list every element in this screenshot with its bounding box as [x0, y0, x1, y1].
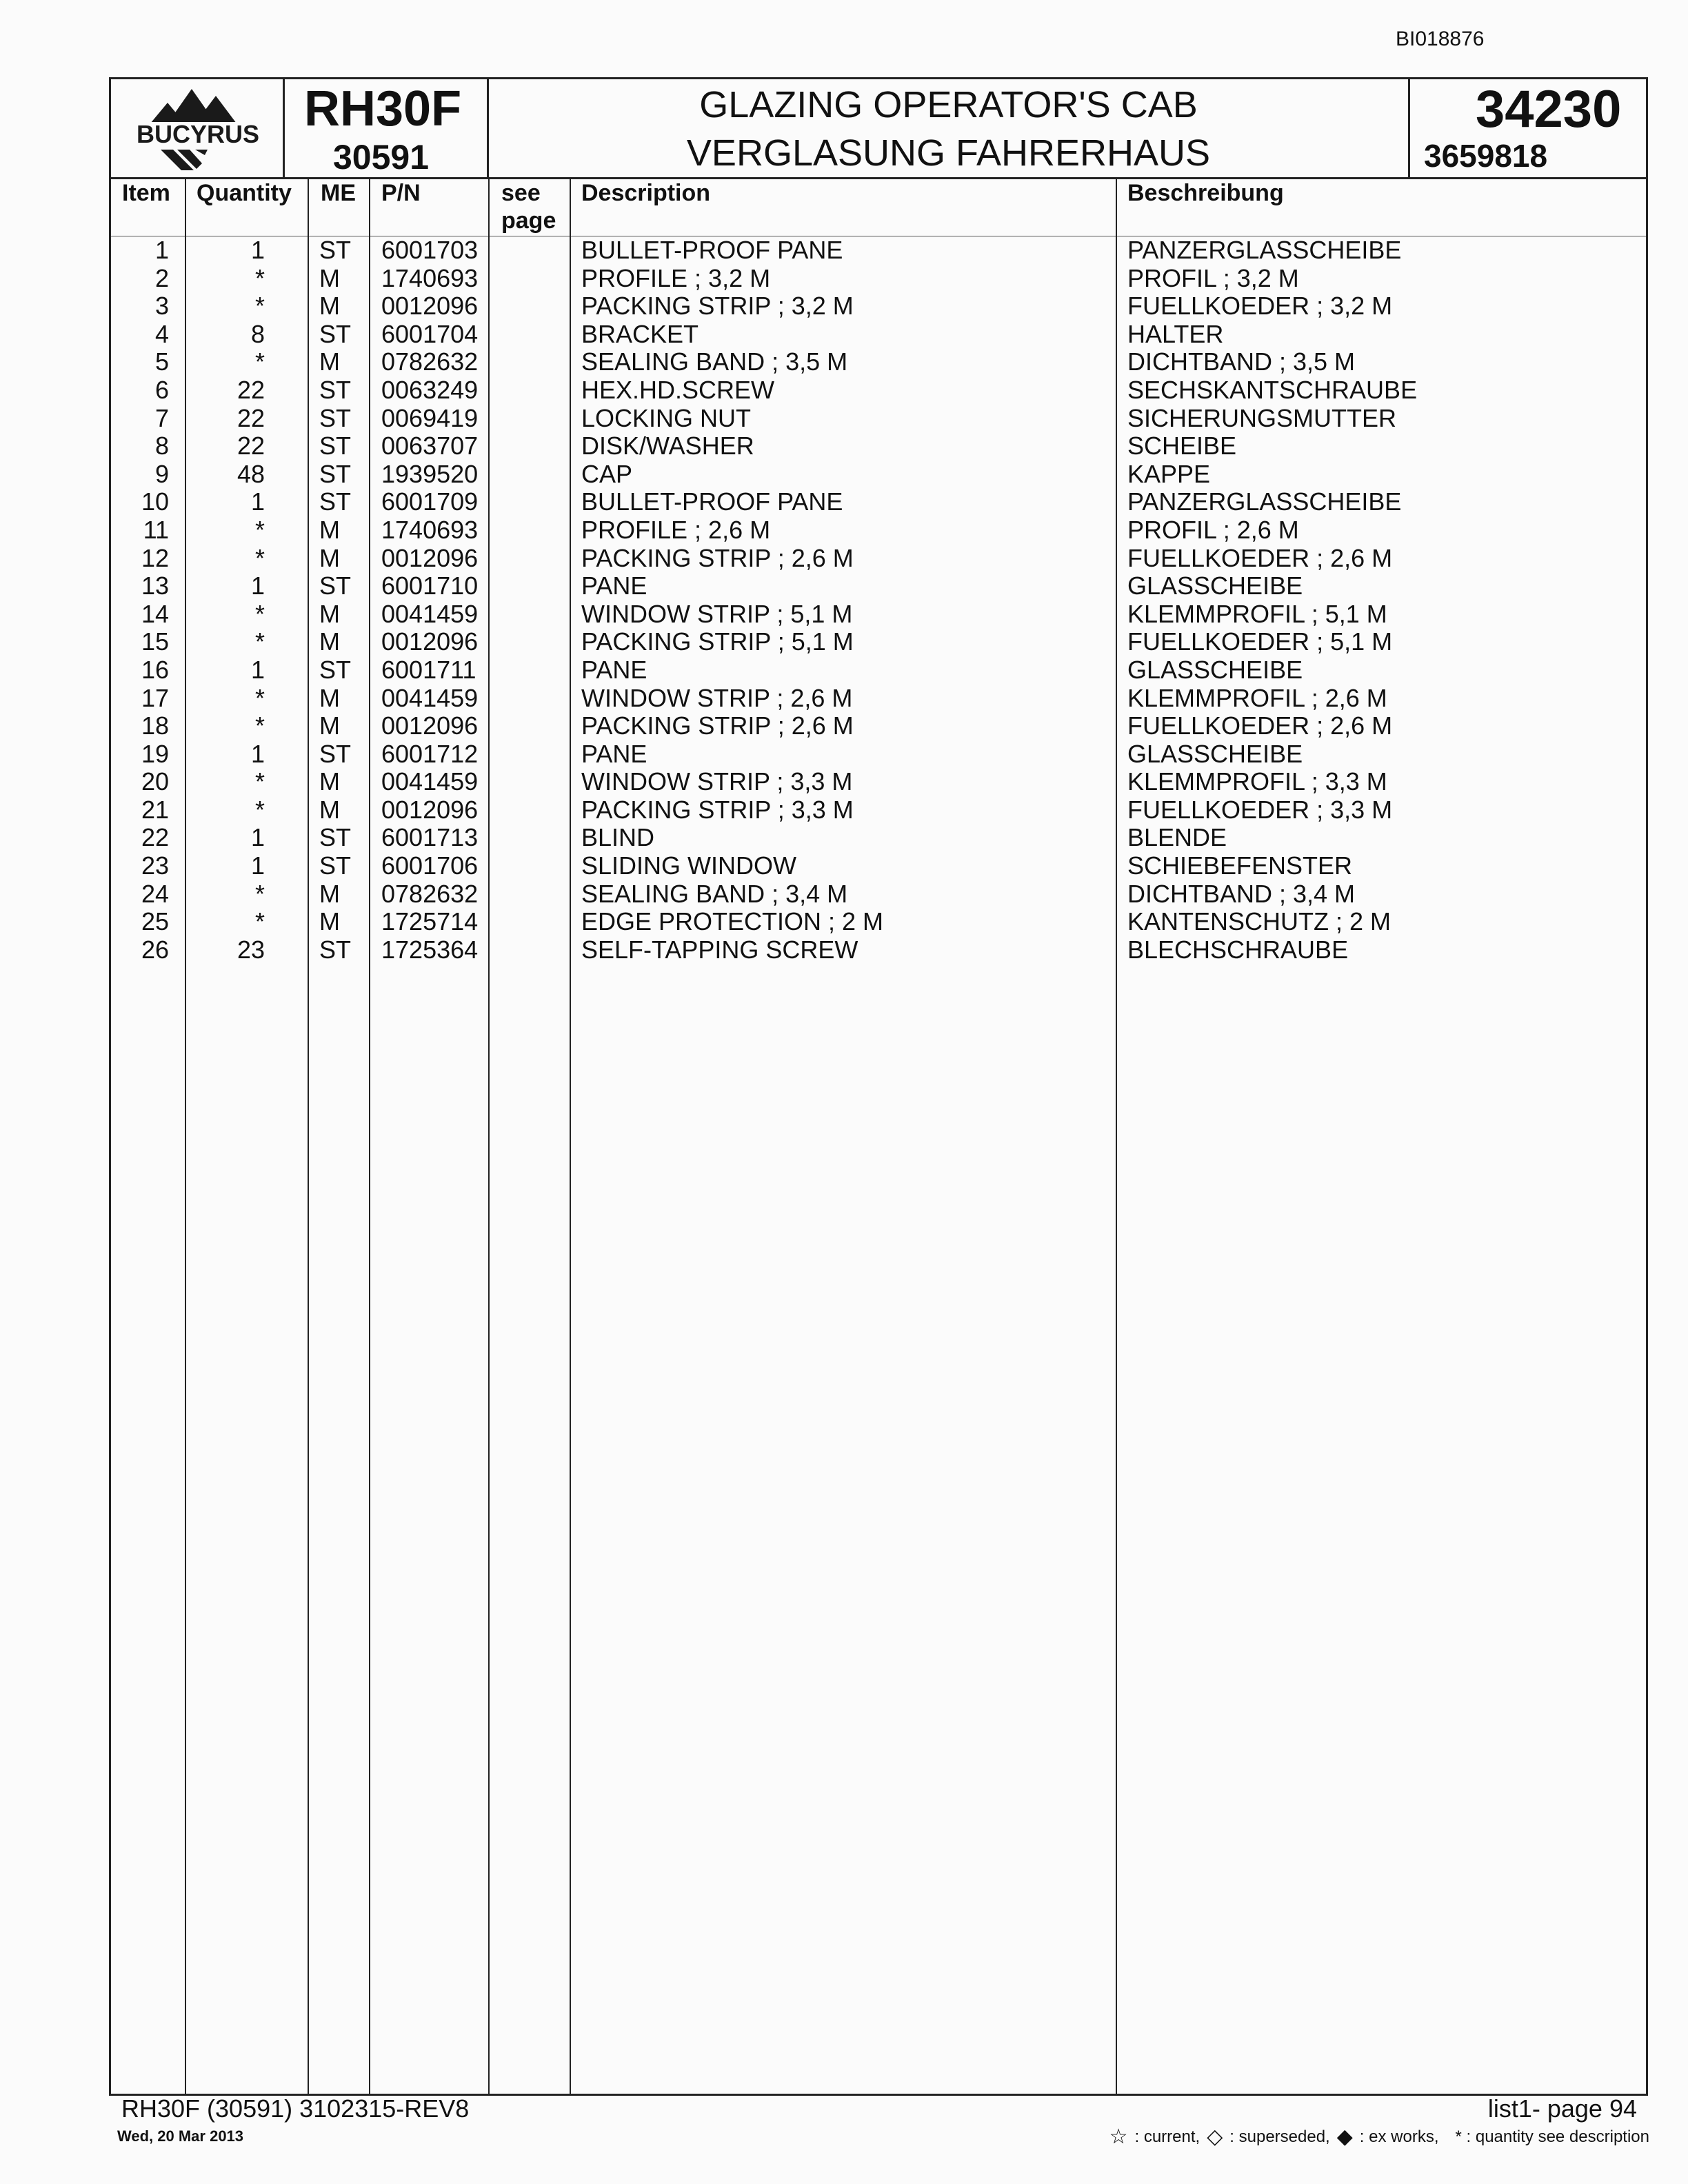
- cell-item: 17: [141, 683, 169, 712]
- cell-quantity: *: [254, 767, 265, 796]
- cell-pn: 1725714: [381, 907, 479, 936]
- document-id: BI018876: [1396, 28, 1485, 50]
- cell-quantity: 22: [237, 403, 265, 432]
- cell-item: 18: [141, 711, 169, 740]
- parts-list-frame: [109, 77, 1648, 2096]
- col-quantity: Quantity: [197, 180, 292, 206]
- title-english: GLAZING OPERATOR'S CAB: [699, 84, 1198, 125]
- bucyrus-logo: [119, 83, 277, 173]
- cell-item: 7: [154, 403, 169, 432]
- table-row: [111, 348, 1646, 376]
- cell-pn: 0063707: [381, 432, 479, 461]
- cell-quantity: 8: [250, 319, 265, 348]
- table-row: [111, 908, 1646, 936]
- col-me: ME: [321, 180, 356, 206]
- cell-beschreibung: SECHSKANTSCHRAUBE: [1127, 375, 1418, 404]
- cell-beschreibung: PANZERGLASSCHEIBE: [1127, 236, 1402, 264]
- cell-quantity: *: [254, 711, 265, 740]
- cell-pn: 6001706: [381, 851, 479, 880]
- cell-quantity: 1: [250, 655, 265, 684]
- cell-me: ST: [319, 823, 352, 852]
- cell-me: ST: [319, 403, 352, 432]
- cell-beschreibung: FUELLKOEDER ; 5,1 M: [1127, 627, 1393, 656]
- cell-item: 26: [141, 935, 169, 964]
- cell-beschreibung: GLASSCHEIBE: [1127, 655, 1303, 684]
- cell-beschreibung: KLEMMPROFIL ; 5,1 M: [1127, 599, 1387, 628]
- cell-beschreibung: KLEMMPROFIL ; 3,3 M: [1127, 767, 1387, 796]
- cell-me: ST: [319, 319, 352, 348]
- cell-beschreibung: HALTER: [1127, 319, 1224, 348]
- cell-quantity: 1: [250, 572, 265, 600]
- cell-pn: 1740693: [381, 263, 479, 292]
- cell-quantity: 48: [237, 459, 265, 488]
- cell-item: 13: [141, 572, 169, 600]
- cell-beschreibung: BLENDE: [1127, 823, 1227, 852]
- cell-quantity: 1: [250, 823, 265, 852]
- cell-quantity: 1: [250, 487, 265, 516]
- cell-me: M: [319, 543, 340, 572]
- cell-quantity: 23: [237, 935, 265, 964]
- footer-page: list1- page 94: [1487, 2094, 1637, 2123]
- cell-item: 20: [141, 767, 169, 796]
- cell-beschreibung: SICHERUNGSMUTTER: [1127, 403, 1397, 432]
- model-cell: [285, 79, 489, 177]
- cell-description: PROFILE ; 2,6 M: [581, 515, 771, 544]
- title-cell: [489, 79, 1410, 177]
- cell-pn: 6001710: [381, 572, 479, 600]
- cell-description: SLIDING WINDOW: [581, 851, 796, 880]
- col-see-page-line2: page: [501, 208, 556, 234]
- cell-beschreibung: DICHTBAND ; 3,5 M: [1127, 347, 1356, 376]
- cell-description: PACKING STRIP ; 2,6 M: [581, 543, 854, 572]
- legend-superseded: : superseded,: [1229, 2127, 1330, 2146]
- cell-item: 14: [141, 599, 169, 628]
- cell-beschreibung: FUELLKOEDER ; 2,6 M: [1127, 543, 1393, 572]
- table-row: [111, 321, 1646, 349]
- cell-description: WINDOW STRIP ; 3,3 M: [581, 767, 853, 796]
- table-row: [111, 740, 1646, 769]
- table-row: [111, 265, 1646, 293]
- table-row: [111, 432, 1646, 461]
- cell-quantity: *: [254, 627, 265, 656]
- cell-quantity: *: [254, 292, 265, 321]
- part-number: 3659818: [1424, 138, 1548, 174]
- cell-item: 12: [141, 543, 169, 572]
- cell-pn: 0012096: [381, 627, 479, 656]
- cell-item: 8: [154, 432, 169, 461]
- table-row: [111, 516, 1646, 545]
- title-german: VERGLASUNG FAHRERHAUS: [686, 132, 1211, 174]
- table-row: [111, 656, 1646, 685]
- legend-quantity: * : quantity see description: [1455, 2127, 1649, 2146]
- cell-me: M: [319, 627, 340, 656]
- cell-item: 2: [154, 263, 169, 292]
- cell-pn: 0012096: [381, 711, 479, 740]
- cell-pn: 0782632: [381, 347, 479, 376]
- col-description: Description: [581, 180, 711, 206]
- cell-quantity: 22: [237, 432, 265, 461]
- parts-table-body: [111, 236, 1646, 964]
- cell-pn: 0063249: [381, 375, 479, 404]
- table-row: [111, 712, 1646, 740]
- cell-item: 1: [154, 236, 169, 264]
- table-row: [111, 768, 1646, 796]
- cell-item: 19: [141, 739, 169, 768]
- cell-pn: 0041459: [381, 683, 479, 712]
- cell-quantity: 1: [250, 851, 265, 880]
- cell-beschreibung: FUELLKOEDER ; 2,6 M: [1127, 711, 1393, 740]
- cell-description: DISK/WASHER: [581, 432, 754, 461]
- cell-quantity: 22: [237, 375, 265, 404]
- legend: [1109, 2125, 1649, 2149]
- table-row: [111, 824, 1646, 852]
- cell-pn: 6001709: [381, 487, 479, 516]
- cell-beschreibung: PANZERGLASSCHEIBE: [1127, 487, 1402, 516]
- cell-me: ST: [319, 236, 352, 264]
- cell-me: M: [319, 907, 340, 936]
- diamond-filled-icon: ◆: [1336, 2125, 1353, 2148]
- col-item: Item: [122, 180, 170, 206]
- table-row: [111, 545, 1646, 573]
- table-row: [111, 488, 1646, 516]
- cell-beschreibung: KAPPE: [1127, 459, 1211, 488]
- cell-description: BLIND: [581, 823, 655, 852]
- col-beschreibung: Beschreibung: [1127, 180, 1284, 206]
- table-row: [111, 292, 1646, 321]
- cell-description: PACKING STRIP ; 3,2 M: [581, 292, 854, 321]
- cell-item: 6: [154, 375, 169, 404]
- cell-me: M: [319, 515, 340, 544]
- cell-me: M: [319, 767, 340, 796]
- cell-me: ST: [319, 487, 352, 516]
- cell-quantity: 1: [250, 236, 265, 264]
- cell-item: 11: [143, 515, 169, 544]
- cell-description: PROFILE ; 3,2 M: [581, 263, 771, 292]
- cell-pn: 0782632: [381, 879, 479, 908]
- cell-description: PANE: [581, 655, 647, 684]
- cell-quantity: *: [254, 515, 265, 544]
- table-row: [111, 376, 1646, 405]
- cell-pn: 0012096: [381, 292, 479, 321]
- group-number: 34230: [1476, 80, 1622, 139]
- table-row: [111, 405, 1646, 433]
- cell-beschreibung: DICHTBAND ; 3,4 M: [1127, 879, 1356, 908]
- table-row: [111, 852, 1646, 880]
- cell-me: M: [319, 683, 340, 712]
- table-row: [111, 572, 1646, 600]
- star-outline-icon: ☆: [1109, 2125, 1128, 2148]
- cell-description: BRACKET: [581, 319, 699, 348]
- cell-me: M: [319, 711, 340, 740]
- cell-description: PANE: [581, 739, 647, 768]
- cell-quantity: *: [254, 879, 265, 908]
- cell-item: 5: [154, 347, 169, 376]
- diamond-outline-icon: ◇: [1207, 2125, 1223, 2148]
- header: [111, 79, 1646, 179]
- table-row: [111, 880, 1646, 909]
- table-row: [111, 461, 1646, 489]
- cell-description: BULLET-PROOF PANE: [581, 236, 843, 264]
- cell-description: PACKING STRIP ; 2,6 M: [581, 711, 854, 740]
- cell-beschreibung: SCHEIBE: [1127, 432, 1237, 461]
- legend-current: : current,: [1134, 2127, 1200, 2146]
- cell-beschreibung: GLASSCHEIBE: [1127, 572, 1303, 600]
- cell-description: LOCKING NUT: [581, 403, 752, 432]
- number-cell: [1410, 79, 1648, 177]
- cell-beschreibung: KLEMMPROFIL ; 2,6 M: [1127, 683, 1387, 712]
- cell-pn: 1740693: [381, 515, 479, 544]
- table-row: [111, 628, 1646, 656]
- cell-quantity: *: [254, 599, 265, 628]
- cell-description: EDGE PROTECTION ; 2 M: [581, 907, 884, 936]
- table-row: [111, 600, 1646, 629]
- cell-me: M: [319, 795, 340, 824]
- cell-description: PACKING STRIP ; 3,3 M: [581, 795, 854, 824]
- cell-beschreibung: PROFIL ; 3,2 M: [1127, 263, 1299, 292]
- cell-beschreibung: SCHIEBEFENSTER: [1127, 851, 1353, 880]
- col-see-page-line1: see: [501, 180, 541, 206]
- cell-quantity: *: [254, 795, 265, 824]
- cell-pn: 1725364: [381, 935, 479, 964]
- cell-quantity: *: [254, 347, 265, 376]
- cell-pn: 0012096: [381, 543, 479, 572]
- cell-pn: 0041459: [381, 599, 479, 628]
- cell-quantity: *: [254, 543, 265, 572]
- cell-pn: 0069419: [381, 403, 479, 432]
- cell-item: 15: [141, 627, 169, 656]
- cell-description: PANE: [581, 572, 647, 600]
- cell-item: 16: [141, 655, 169, 684]
- cell-quantity: 1: [250, 739, 265, 768]
- cell-me: ST: [319, 739, 352, 768]
- cell-beschreibung: FUELLKOEDER ; 3,3 M: [1127, 795, 1393, 824]
- cell-me: M: [319, 263, 340, 292]
- cell-me: ST: [319, 572, 352, 600]
- cell-quantity: *: [254, 683, 265, 712]
- cell-item: 24: [141, 879, 169, 908]
- col-pn: P/N: [381, 180, 421, 206]
- cell-description: SELF-TAPPING SCREW: [581, 935, 858, 964]
- cell-beschreibung: KANTENSCHUTZ ; 2 M: [1127, 907, 1391, 936]
- logo-cell: [111, 79, 285, 177]
- cell-me: M: [319, 292, 340, 321]
- cell-description: WINDOW STRIP ; 2,6 M: [581, 683, 853, 712]
- cell-me: ST: [319, 459, 352, 488]
- cell-description: SEALING BAND ; 3,4 M: [581, 879, 848, 908]
- footer-date: Wed, 20 Mar 2013: [117, 2127, 244, 2145]
- model-serial: 30591: [333, 138, 430, 176]
- logo-wordmark: BUCYRUS: [136, 120, 260, 148]
- cell-pn: 1939520: [381, 459, 479, 488]
- cell-description: PACKING STRIP ; 5,1 M: [581, 627, 854, 656]
- table-row: [111, 685, 1646, 713]
- cell-quantity: *: [254, 907, 265, 936]
- cell-me: M: [319, 347, 340, 376]
- cell-item: 22: [141, 823, 169, 852]
- cell-pn: 0012096: [381, 795, 479, 824]
- cell-description: HEX.HD.SCREW: [581, 375, 775, 404]
- cell-pn: 6001713: [381, 823, 479, 852]
- cell-me: M: [319, 879, 340, 908]
- cell-item: 4: [154, 319, 169, 348]
- cell-beschreibung: FUELLKOEDER ; 3,2 M: [1127, 292, 1393, 321]
- cell-item: 9: [154, 459, 169, 488]
- cell-item: 25: [141, 907, 169, 936]
- cell-description: CAP: [581, 459, 633, 488]
- cell-me: ST: [319, 432, 352, 461]
- cell-me: ST: [319, 851, 352, 880]
- model-name: RH30F: [304, 81, 462, 136]
- cell-pn: 6001703: [381, 236, 479, 264]
- cell-pn: 6001711: [381, 655, 476, 684]
- cell-me: M: [319, 599, 340, 628]
- cell-description: SEALING BAND ; 3,5 M: [581, 347, 848, 376]
- table-row: [111, 236, 1646, 265]
- legend-ex-works: : ex works,: [1359, 2127, 1439, 2146]
- col-see-page: [501, 179, 556, 234]
- cell-item: 21: [141, 795, 169, 824]
- cell-description: BULLET-PROOF PANE: [581, 487, 843, 516]
- table-row: [111, 796, 1646, 825]
- cell-pn: 6001712: [381, 739, 479, 768]
- column-headers: [111, 179, 1646, 236]
- cell-beschreibung: PROFIL ; 2,6 M: [1127, 515, 1299, 544]
- cell-me: ST: [319, 655, 352, 684]
- cell-item: 10: [141, 487, 169, 516]
- cell-description: WINDOW STRIP ; 5,1 M: [581, 599, 853, 628]
- footer-document-ref: RH30F (30591) 3102315-REV8: [121, 2094, 470, 2123]
- cell-quantity: *: [254, 263, 265, 292]
- cell-pn: 0041459: [381, 767, 479, 796]
- cell-me: ST: [319, 935, 352, 964]
- cell-item: 3: [154, 292, 169, 321]
- cell-beschreibung: GLASSCHEIBE: [1127, 739, 1303, 768]
- cell-pn: 6001704: [381, 319, 479, 348]
- table-row: [111, 936, 1646, 964]
- cell-me: ST: [319, 375, 352, 404]
- cell-item: 23: [141, 851, 169, 880]
- cell-beschreibung: BLECHSCHRAUBE: [1127, 935, 1349, 964]
